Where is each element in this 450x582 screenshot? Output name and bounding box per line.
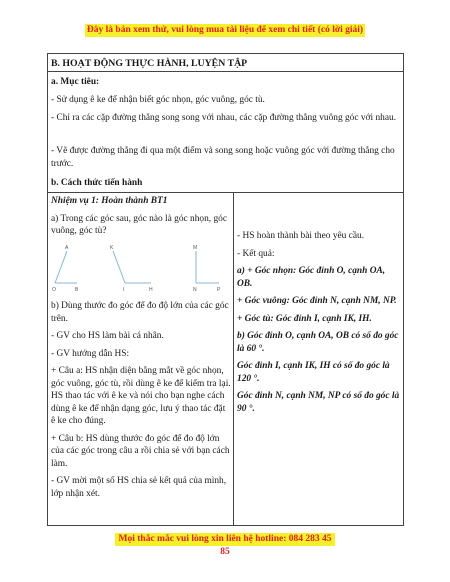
student-step: - HS hoàn thành bài theo yêu cầu. [237,231,365,241]
angle-figure [51,243,231,295]
muc-tieu-item: - Chỉ ra các cặp đường thẳng song song với nhau, các cặp đường thẳng vuông góc với nhau. [51,113,397,123]
answer-line: Góc đỉnh I, cạnh IK, IH có số đo góc là 120 °. [237,361,390,384]
question-b: b) Dùng thước đo góc để đo độ lớn của các góc trên. [51,301,229,324]
teacher-step: + Câu b: HS dùng thước đo góc để đo độ lớn của các góc trong câu a rồi chia sẻ với bạn cách làm. [51,433,230,469]
point-label: A [65,245,69,251]
question-a: a) Trong các góc sau, góc nào là góc nhọn, góc vuông, góc tù? [51,213,227,236]
column-divider [233,193,234,526]
point-label: O [52,287,56,293]
answer-line: + Góc tù: Góc đỉnh I, cạnh IK, IH. [237,313,372,324]
task-title: Nhiệm vụ 1: Hoàn thành BT1 [51,196,168,206]
point-label: M [193,245,198,251]
left-column-lower [51,300,231,505]
muc-tieu-item: - Sử dụng ê ke để nhận biết góc nhọn, góc vuông, góc tù. [51,95,265,105]
divider [47,71,404,72]
answer-line: a) + Góc nhọn: Góc đỉnh O, cạnh OA, OB. [237,266,386,289]
student-step: - Kết quả: [237,248,275,259]
left-column [51,195,231,243]
preview-banner: Đây là bản xem thử, vui lòng mua tài liệu để xem chi tiết (có lời giải) [86,25,364,35]
point-label: B [75,287,79,293]
point-label: K [110,245,114,251]
section-title: B. HOẠT ĐỘNG THỰC HÀNH, LUYỆN TẬP [51,58,248,69]
muc-tieu-heading: a. Mục tiêu: [51,77,100,87]
muc-tieu-item: - Vẽ được đường thẳng đi qua một điểm và song song hoặc vuông góc với đường thẳng cho trước. [51,146,395,169]
teacher-step: - GV mời một số HS chia sẻ kết quả của mình, lớp nhận xét. [51,476,227,499]
point-label: I [123,287,125,293]
answer-line: Góc đỉnh N, cạnh NM, NP có số đo góc là 90 °. [237,391,400,414]
cach-thuc-heading: b. Cách thức tiến hành [51,178,143,188]
answer-line: b) Góc đỉnh O, cạnh OA, OB có số đo góc là 60 °. [237,331,399,354]
angle-o-ray-oa [55,251,67,283]
teacher-step: + Câu a: HS nhận diện bằng mắt về góc nhọn, góc vuông, góc tù, rồi dùng ê ke để kiểm tra lại. HS thao tác với ê ke và nói cho bạn nghe cách dùng ê ke để nhận dạng góc, lưu ý thao tác đặt ê ke cho đúng. [51,366,231,426]
table-header-line [47,192,404,193]
right-column [237,230,402,420]
point-label: P [217,287,221,293]
point-label: H [149,287,153,293]
teacher-step: - GV cho HS làm bài cá nhân. [51,331,164,341]
teacher-step: - GV hướng dẫn HS: [51,348,130,359]
hotline-banner: Mọi thắc mắc vui lòng xin liên hệ hotline: 084 283 45 85 [115,533,335,546]
answer-line: + Góc vuông: Góc đỉnh N, cạnh NM, NP. [237,296,397,306]
point-label: N [193,287,197,293]
angle-i-ray-ik [113,251,125,283]
